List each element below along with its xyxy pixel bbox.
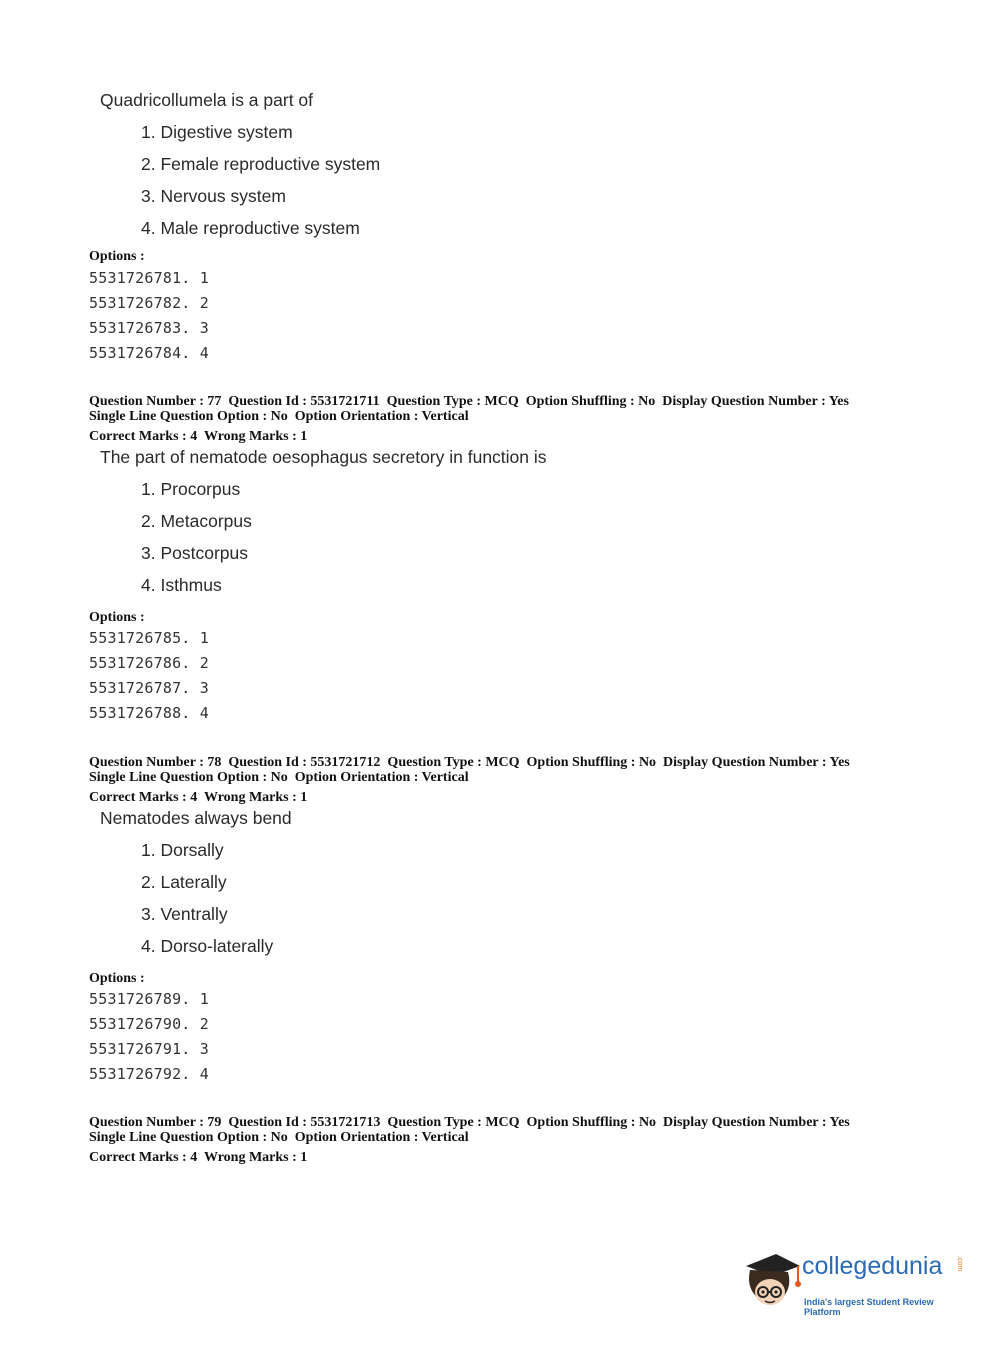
options-label: Options :	[89, 610, 145, 625]
question-meta-line: Question Number : 79 Question Id : 5531721713 Question Type : MCQ Option Shuffling : No Display Question Number : Yes	[89, 1115, 850, 1130]
question-text: Quadricollumela is a part of	[100, 90, 314, 110]
choice-item: 2. Female reproductive system	[141, 154, 381, 174]
option-id: 5531726789. 1	[89, 990, 209, 1008]
options-label: Options :	[89, 971, 145, 986]
marks-line: Correct Marks : 4 Wrong Marks : 1	[89, 790, 308, 805]
choice-item: 1. Procorpus	[141, 479, 241, 499]
choice-item: 3. Nervous system	[141, 186, 286, 206]
options-label: Options :	[89, 249, 145, 264]
question-meta-line: Single Line Question Option : No Option Orientation : Vertical	[89, 409, 469, 424]
option-id: 5531726786. 2	[89, 654, 209, 672]
collegedunia-logo	[742, 1248, 972, 1318]
choice-item: 1. Dorsally	[141, 840, 224, 860]
option-id: 5531726792. 4	[89, 1065, 209, 1083]
choice-item: 2. Metacorpus	[141, 511, 252, 531]
question-text: The part of nematode oesophagus secretory in function is	[100, 447, 547, 467]
choice-item: 4. Dorso-laterally	[141, 936, 274, 956]
question-meta-line: Question Number : 78 Question Id : 5531721712 Question Type : MCQ Option Shuffling : No Display Question Number : Yes	[89, 755, 850, 770]
logo-suffix: .com	[956, 1256, 963, 1272]
marks-line: Correct Marks : 4 Wrong Marks : 1	[89, 1150, 308, 1165]
option-id: 5531726783. 3	[89, 319, 209, 337]
option-id: 5531726787. 3	[89, 679, 209, 697]
marks-line: Correct Marks : 4 Wrong Marks : 1	[89, 429, 308, 444]
question-meta-line: Single Line Question Option : No Option Orientation : Vertical	[89, 1130, 469, 1145]
question-meta-line: Question Number : 77 Question Id : 5531721711 Question Type : MCQ Option Shuffling : No Display Question Number : Yes	[89, 394, 849, 409]
mascot-icon	[742, 1248, 802, 1312]
choice-item: 1. Digestive system	[141, 122, 293, 142]
logo-wordmark: collegedunia	[802, 1252, 943, 1280]
option-id: 5531726782. 2	[89, 294, 209, 312]
question-text: Nematodes always bend	[100, 808, 292, 828]
choice-item: 4. Male reproductive system	[141, 218, 360, 238]
choice-item: 4. Isthmus	[141, 575, 222, 595]
option-id: 5531726785. 1	[89, 629, 209, 647]
choice-item: 2. Laterally	[141, 872, 227, 892]
option-id: 5531726784. 4	[89, 344, 209, 362]
option-id: 5531726791. 3	[89, 1040, 209, 1058]
question-meta-line: Single Line Question Option : No Option Orientation : Vertical	[89, 770, 469, 785]
option-id: 5531726790. 2	[89, 1015, 209, 1033]
logo-tagline: India's largest Student Review Platform	[804, 1297, 934, 1317]
choice-item: 3. Ventrally	[141, 904, 228, 924]
option-id: 5531726788. 4	[89, 704, 209, 722]
option-id: 5531726781. 1	[89, 269, 209, 287]
choice-item: 3. Postcorpus	[141, 543, 248, 563]
